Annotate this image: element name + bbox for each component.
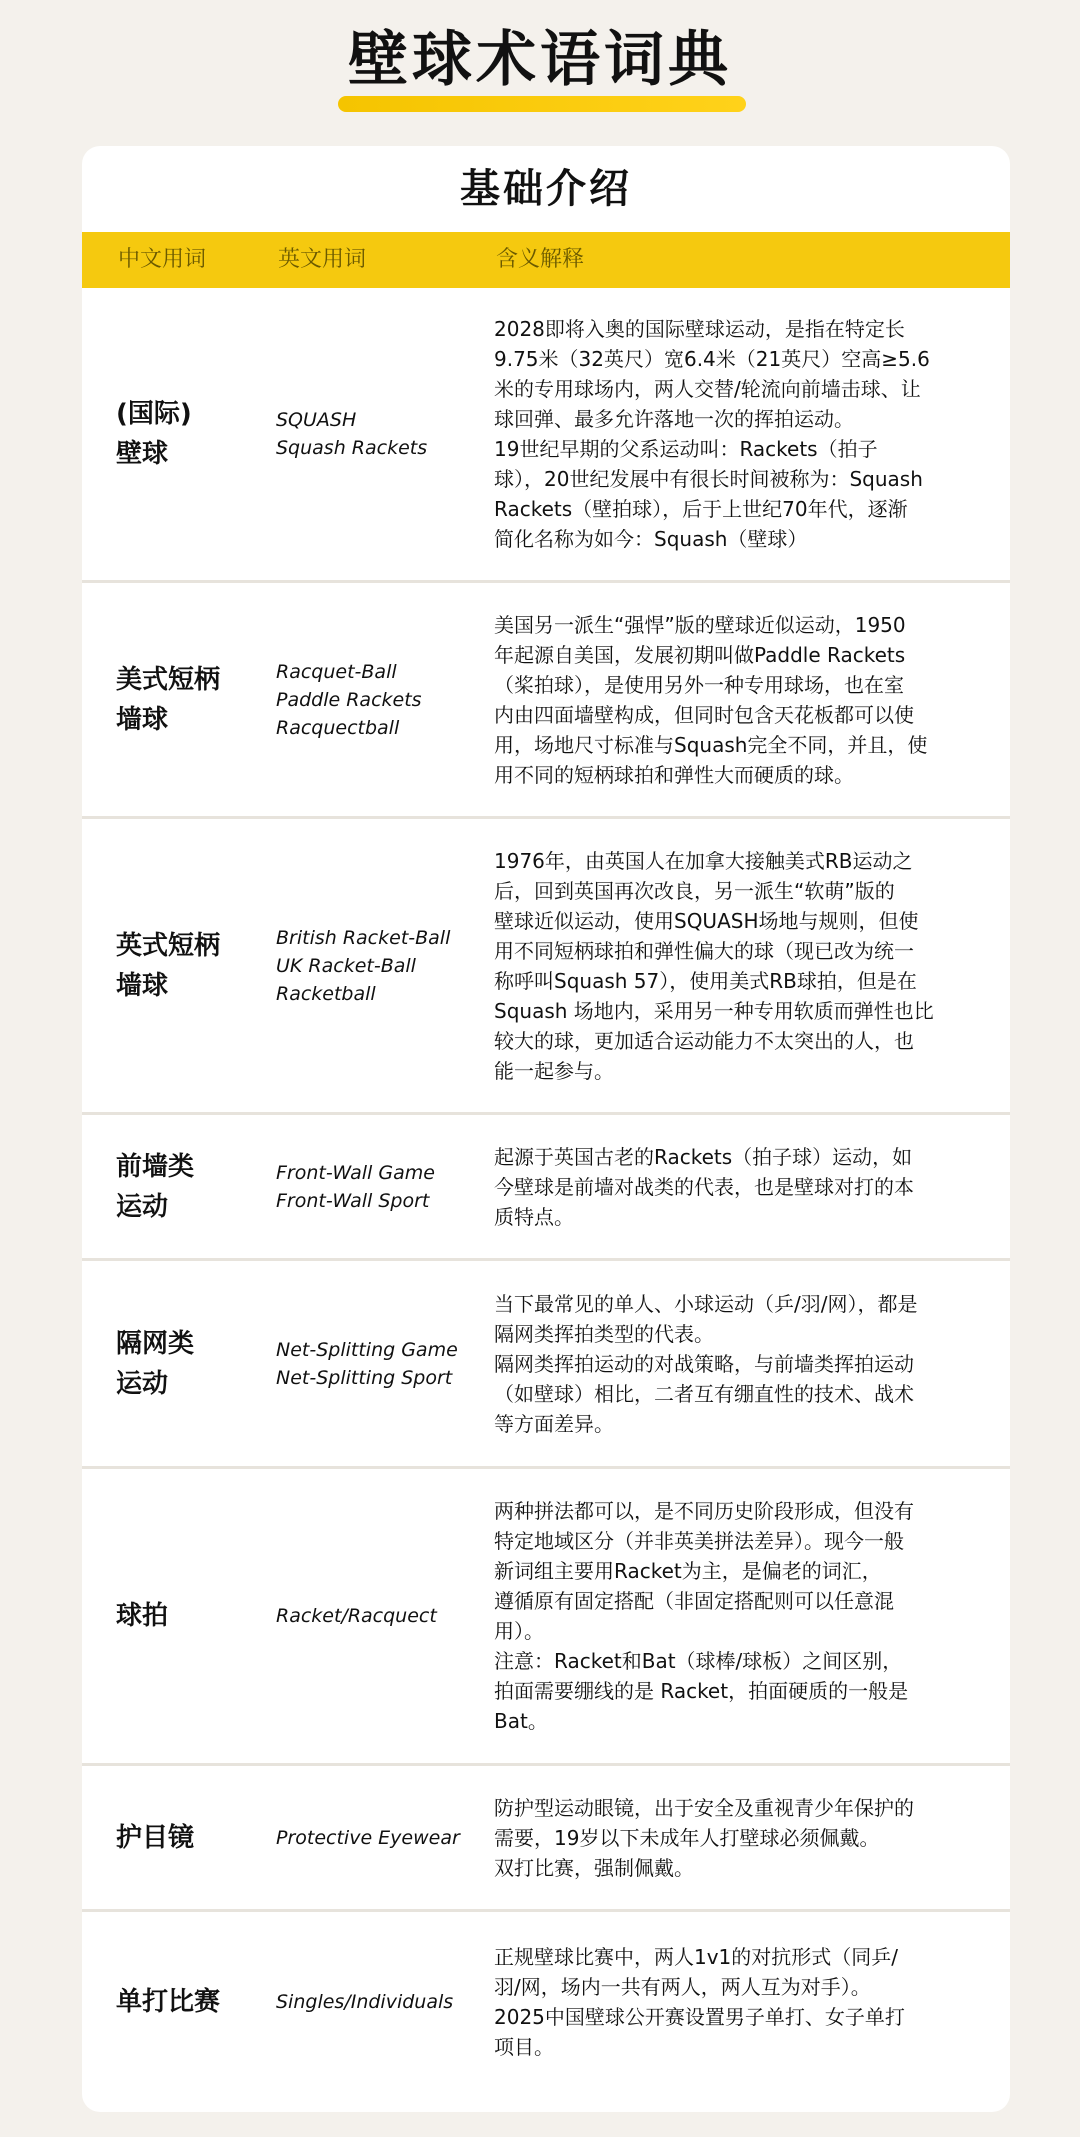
table-row (82, 1766, 1010, 1912)
table-row (82, 1115, 1010, 1261)
term-definition: 1976年，由英国人在加拿大接触美式RB运动之 后，回到英国再次改良，另一派生“软萌”版的 壁球近似运动，使用SQUASH场地与规则，但使 用不同短柄球拍和弹性偏大的球（现已改为统一 称呼叫Squash 57），使用美式RB球拍，但是在 Squash 场地内，采用另一种专用软质而弹性也比 较大的球，更加适合运动能力不太突出的人，也 能一起参与。 (494, 848, 934, 1083)
section-title: 基础介绍 (460, 166, 632, 212)
term-english: Net-Splitting Game Net-Splitting Sport (276, 1338, 458, 1389)
term-definition: 正规壁球比赛中，两人1v1的对抗形式（同乒/ 羽/网，场内一共有两人，两人互为对手）。 2025中国壁球公开赛设置男子单打、女子单打 项目。 (494, 1945, 905, 2059)
table-header (82, 232, 1010, 288)
term-english: Singles/Individuals (276, 1991, 454, 2013)
term-chinese: 前墙类 运动 (116, 1151, 195, 1222)
term-definition: 两种拼法都可以，是不同历史阶段形成，但没有 特定地域区分（并非英美拼法差异）。现今一般 新词组主要用Racket为主，是偏老的词汇， 遵循原有固定搭配（非固定搭配则可以任意混 用）。 注意：Racket和Bat（球棒/球板）之间区别， 拍面需要绷线的是 Racket，拍面硬质的一般是 Bat。 (494, 1499, 914, 1733)
column-header-chinese: 中文用词 (118, 247, 207, 272)
column-header-english: 英文用词 (278, 247, 367, 272)
term-english: Racket/Racquect (276, 1605, 437, 1627)
term-english: Front-Wall Game Front-Wall Sport (276, 1161, 435, 1212)
glossary-card (82, 146, 1010, 2112)
page-title: 壁球术语词典 (348, 25, 732, 95)
term-chinese: 英式短柄 墙球 (116, 930, 221, 1001)
table-row (82, 1912, 1010, 2092)
table-row (82, 583, 1010, 819)
header (0, 18, 1080, 102)
term-english: British Racket-Ball UK Racket-Ball Racketball (276, 926, 451, 1005)
term-english: Protective Eyewear (276, 1826, 460, 1849)
term-chinese: 隔网类 运动 (116, 1328, 195, 1399)
term-definition: 当下最常见的单人、小球运动（乒/羽/网），都是 隔网类挥拍类型的代表。 隔网类挥拍运动的对战策略，与前墙类挥拍运动 （如壁球）相比，二者互有绷直性的技术、战术 等方面差异。 (494, 1291, 918, 1436)
table-row (82, 1261, 1010, 1469)
term-english: Racquet-Ball Paddle Rackets Racquectball (276, 660, 422, 739)
term-chinese: 美式短柄 墙球 (116, 664, 221, 735)
term-chinese: 球拍 (116, 1601, 169, 1631)
term-chinese: (国际) 壁球 (116, 399, 192, 469)
term-chinese: 护目镜 (116, 1822, 195, 1853)
term-chinese: 单打比赛 (116, 1987, 221, 2017)
term-definition: 防护型运动眼镜，出于安全及重视青少年保护的 需要，19岁以下未成年人打壁球必须佩戴。 双打比赛，强制佩戴。 (494, 1795, 914, 1880)
table-row (82, 819, 1010, 1115)
term-definition: 美国另一派生“强悍”版的壁球近似运动，1950 年起源自美国，发展初期叫做Paddle Rackets （桨拍球），是使用另外一种专用球场，也在室 内由四面墙壁构成，但同时包含天花板都可以使 用，场地尺寸标准与Squash完全不同，并且，使 用不同的短柄球拍和弹性大而硬质的球。 (494, 612, 928, 787)
table-row (82, 288, 1010, 583)
term-definition: 起源于英国古老的Rackets（拍子球）运动，如 今壁球是前墙对战类的代表，也是壁球对打的本 质特点。 (494, 1144, 914, 1229)
column-header-definition: 含义解释 (496, 247, 585, 272)
table-row (82, 1469, 1010, 1766)
term-english: SQUASH Squash Rackets (276, 409, 428, 459)
term-definition: 2028即将入奥的国际壁球运动，是指在特定长 9.75米（32英尺）宽6.4米（21英尺）空高≥5.6 米的专用球场内，两人交替/轮流向前墙击球、让 球回弹、最多允许落地一次的挥拍运动。 19世纪早期的父系运动叫：Rackets（拍子 球），20世纪发展中有很长时间被称为：Squash Rackets（壁拍球），后于上世纪70年代，逐渐 简化名称为如今：Squash（壁球） (494, 317, 930, 551)
